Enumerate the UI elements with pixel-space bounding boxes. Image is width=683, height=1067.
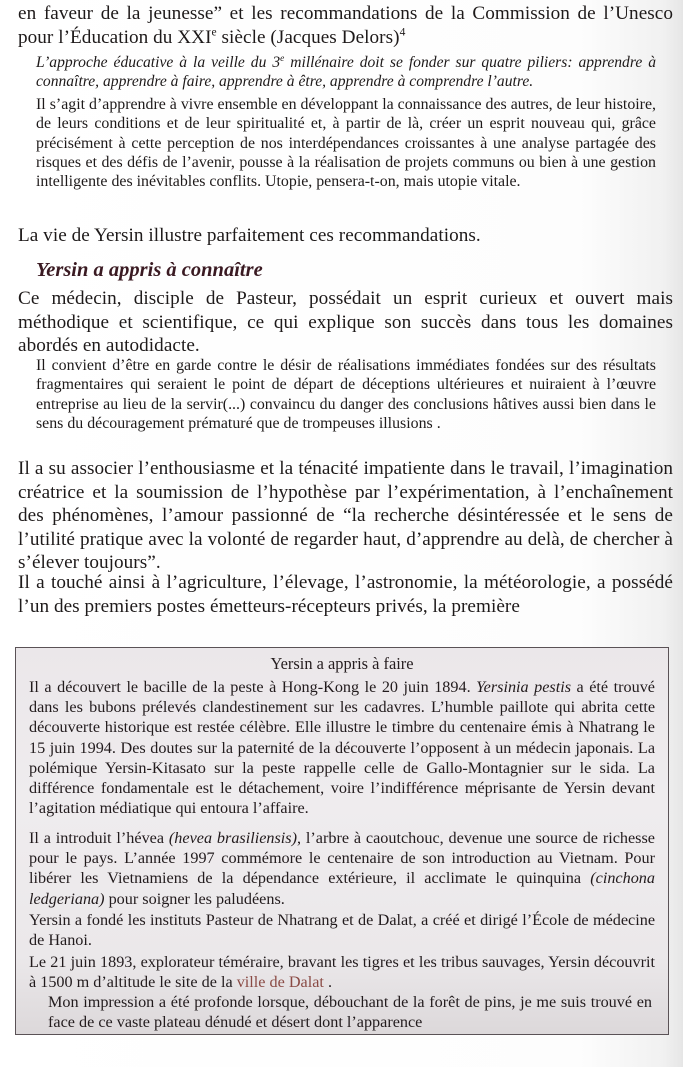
- bleed-through-text: [0, 1040, 683, 1067]
- box-paragraph-instituts: Yersin a fondé les instituts Pasteur de Nhatrang et de Dalat, a créé et dirigé l’École de médecine de Hanoi.: [29, 911, 655, 950]
- species-name: (hevea brasiliensis): [168, 829, 297, 847]
- species-name: Yersinia pestis: [476, 678, 572, 696]
- century-superscript: e: [211, 26, 217, 39]
- quote-italic-text-end: millénaire doit se fonder sur quatre piliers: apprendre à connaître, apprendre à faire, apprendre à être, apprendre à comprendre l’autre.: [36, 54, 657, 90]
- quote-italic-text: L’approche éducative à la veille du 3: [36, 54, 281, 71]
- box-text: pour soigner les paludéens.: [104, 889, 285, 908]
- paragraph-medecin: Ce médecin, disciple de Pasteur, possédait un esprit curieux et ouvert mais méthodique et scientifique, ce qui explique son succès dans tous les domaines abordés en autodidacte.: [18, 288, 673, 356]
- box-quote-impression: Mon impression a été profonde lorsque, débouchant de la forêt de pins, je me suis trouvé en face de ce vaste plateau dénudé et désert dont l’apparence: [48, 993, 652, 1032]
- intro-text-end: siècle (Jacques Delors): [216, 26, 400, 48]
- dalat-highlight: ville de Dalat: [236, 973, 324, 992]
- intro-text: en faveur de la jeunesse” et les recommandations de la Commission de l’Unesco pour l’Éducation du XXI: [18, 3, 673, 48]
- box-text: Il a introduit l’hévea: [29, 829, 169, 847]
- intro-paragraph: [18, 2, 673, 49]
- box-text: Il a découvert le bacille de la peste à Hong-Kong le 20 juin 1894.: [29, 678, 477, 696]
- footnote-reference[interactable]: 4: [399, 26, 406, 39]
- delors-quote-regular: Il s’agit d’apprendre à vivre ensemble en développant la connaissance des autres, de leur histoire, de leurs conditions et de leur spiritualité et, à partir de là, créer un esprit nouveau qui, grâce précisément à cette perception de nos interdépendances croissantes à une analyse partagée des risques et des défis de l’avenir, pousse à la réalisation de projets communs ou bien à une gestion intelligente des inévitables conflits. Utopie, pensera-t-on, mais utopie vitale.: [36, 96, 656, 191]
- box-text: Le 21 juin 1893, explorateur téméraire, bravant les tigres et les tribus sauvages, Yersin découvrit à 1500 m d’altitude le site de la: [29, 953, 655, 992]
- box-text: , l’arbre à caoutchouc, devenue une source de richesse pour le pays. L’année 1997 commémore le centenaire de son introduction au Vietnam. Pour libérer les Vietnamiens de la dépendance extérieure, il acclimate le quinquina: [29, 829, 655, 888]
- box-paragraph-hevea: [29, 828, 655, 909]
- recommendation-line: La vie de Yersin illustre parfaitement ces recommandations.: [18, 225, 481, 246]
- box-text: .: [323, 973, 332, 992]
- millennium-superscript: e: [280, 53, 285, 64]
- pasteur-quote: Il convient d’être en garde contre le désir de réalisations immédiates fondées sur des résultats fragmentaires qui seraient le point de départ de déceptions ultérieures et nuiraient à l’œuvre entreprise au lieu de la servir(...) convaincu du danger des conclusions hâtives aussi bien dans le sens du découragement prématuré que de trompeuses illusions .: [36, 357, 656, 432]
- section-heading-connaitre: Yersin a appris à connaître: [36, 259, 263, 281]
- paragraph-enthousiasme: Il a su associer l’enthousiasme et la ténacité impatiente dans le travail, l’imagination créatrice et la soumission de l’hypothèse par l’expérimentation, à l’enchaînement des phénomènes, l’amour passionné de “la recherche désintéressée et le sens de l’utilité pratique avec la volonté de regarder haut, d’apprendre au delà, de chercher à s’élever toujours”.: [18, 458, 673, 573]
- box-paragraph-dalat: [29, 952, 655, 992]
- paragraph-agriculture: Il a touché ainsi à l’agriculture, l’élevage, l’astronomie, la météorologie, a possédé l’un des premiers postes émetteurs-récepteurs privés, la première: [18, 572, 673, 617]
- species-name: (cinchona ledgeriana): [29, 869, 655, 908]
- box-text: a été trouvé dans les bubons prélevés clandestinement sur les cadavres. L’humble paillote qui abrita cette découverte historique est restée célèbre. Elle illustre le timbre du centenaire émis à Nhatrang le 15 juin 1994. Des doutes sur la paternité de la découverte l’opposent à un médecin japonais. La polémique Yersin-Kitasato sur la peste rappelle celle de Gallo-Montagnier sur le sida. La différence fondamentale est le détachement, voire l’indifférence méprisante de Yersin devant l’agitation médiatique qui entoura l’affaire.: [29, 678, 655, 818]
- box-title: Yersin a appris à faire: [270, 654, 414, 673]
- sidebar-box-faire: [15, 647, 669, 1035]
- box-paragraph-peste: [29, 677, 655, 818]
- delors-quote-italic: [36, 53, 656, 91]
